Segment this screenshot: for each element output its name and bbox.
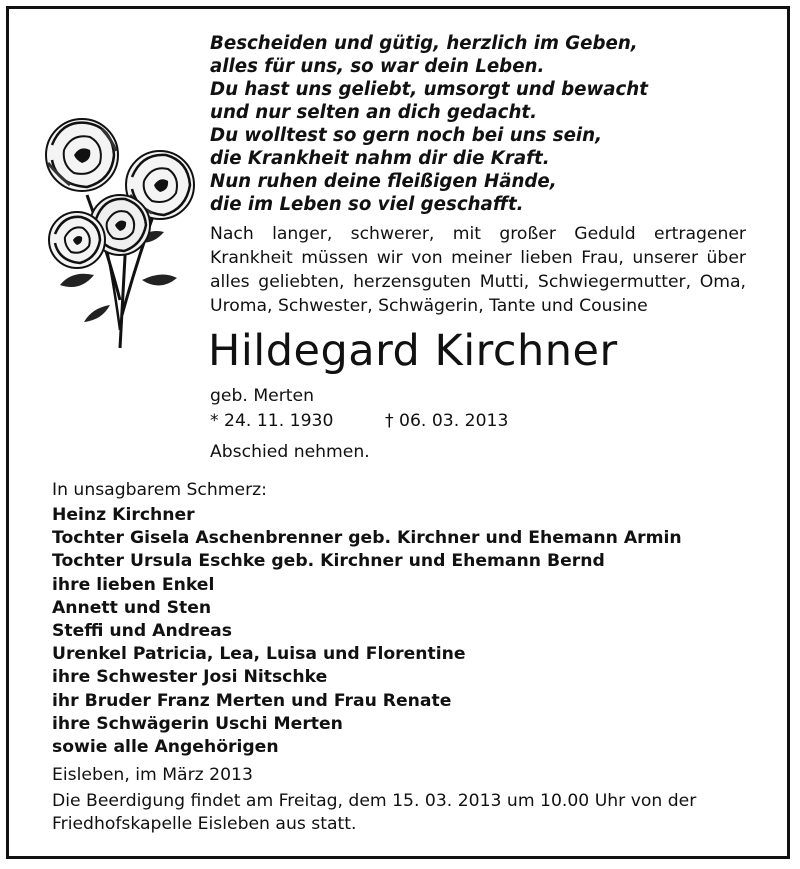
list-item: Heinz Kirchner	[52, 505, 195, 525]
poem-line: die im Leben so viel geschafft.	[210, 194, 524, 215]
list-item: ihre lieben Enkel	[52, 574, 215, 595]
rose-bouquet-icon	[32, 100, 202, 350]
list-item: Tochter Gisela Aschenbrenner geb. Kirchner und Ehemann Armin	[52, 528, 682, 549]
list-item: Steffi und Andreas	[52, 621, 232, 642]
mourners-list	[52, 504, 682, 759]
mourners-heading: In unsagbarem Schmerz:	[52, 480, 267, 500]
poem-line: Du wolltest so gern noch bei uns sein,	[210, 125, 603, 146]
death-date: † 06. 03. 2013	[385, 411, 509, 431]
list-item: Urenkel Patricia, Lea, Luisa und Florentine	[52, 644, 466, 665]
list-item: ihr Bruder Franz Merten und Frau Renate	[52, 690, 452, 711]
funeral-info: Die Beerdigung findet am Freitag, dem 15. 03. 2013 um 10.00 Uhr von der Friedhofskapelle Eisleben aus statt.	[52, 791, 697, 834]
deceased-name: Hildegard Kirchner	[208, 326, 618, 376]
farewell-text: Abschied nehmen.	[210, 442, 370, 462]
maiden-name: geb. Merten	[210, 386, 314, 406]
poem-line: und nur selten an dich gedacht.	[210, 102, 537, 123]
poem-line: Bescheiden und gütig, herzlich im Geben,	[210, 33, 638, 54]
list-item: ihre Schwägerin Uschi Merten	[52, 713, 343, 734]
intro-text: Nach langer, schwerer, mit großer Geduld ertragener Krankheit müssen wir von meiner lieben Frau, unserer über alles geliebten, herzensguten Mutti, Schwiegermutter, Oma, Uroma, Schwester, Schwägerin, Tante und Cousine	[210, 224, 746, 316]
list-item: sowie alle Angehörigen	[52, 737, 279, 758]
poem-line: Du hast uns geliebt, umsorgt und bewacht	[210, 79, 648, 100]
poem-line: Nun ruhen deine fleißigen Hände,	[210, 171, 557, 192]
poem-line: alles für uns, so war dein Leben.	[210, 56, 545, 77]
place-date: Eisleben, im März 2013	[52, 765, 253, 785]
poem-line: die Krankheit nahm dir die Kraft.	[210, 148, 550, 169]
list-item: ihre Schwester Josi Nitschke	[52, 667, 328, 688]
poem	[210, 32, 770, 216]
list-item: Tochter Ursula Eschke geb. Kirchner und Ehemann Bernd	[52, 551, 605, 572]
birth-date: * 24. 11. 1930	[210, 411, 334, 431]
list-item: Annett und Sten	[52, 597, 212, 618]
